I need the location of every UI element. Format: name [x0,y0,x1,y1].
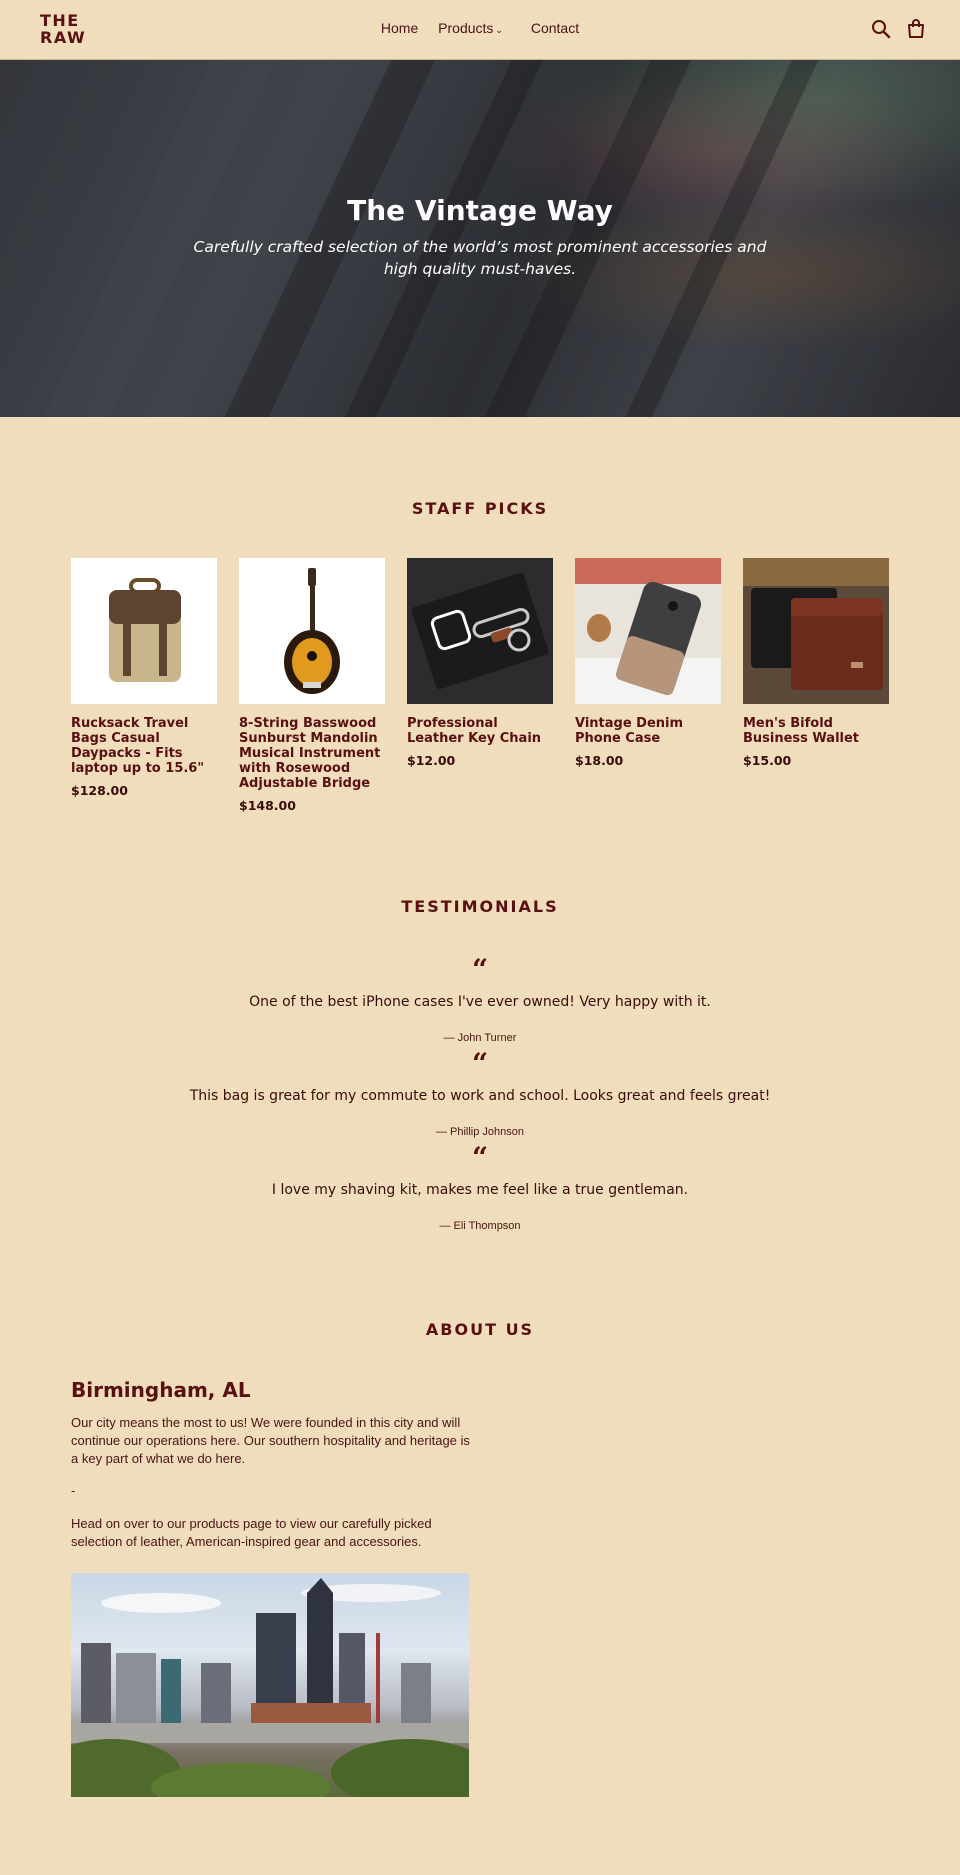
about-heading: ABOUT US [425,1320,535,1339]
hero-subtitle: Carefully crafted selection of the world’s most prominent accessories and high quality must-haves. [193,238,767,278]
nav-contact[interactable]: Contact [530,20,580,36]
product-image-phone-case[interactable] [575,558,721,704]
logo[interactable]: THE RAW [40,11,87,47]
main-nav [0,20,960,36]
quote-icon: “ [471,1141,489,1174]
product-card[interactable] [239,558,385,813]
quote-icon: “ [471,1047,489,1080]
nav-products-label: Products [438,20,494,36]
product-title[interactable]: 8-String Basswood Sunburst Mandolin Musical Instrument with Rosewood Adjustable Bridge [239,716,381,791]
product-image-backpack[interactable] [71,558,217,704]
product-image-wallet[interactable] [743,558,889,704]
site-header [0,0,960,60]
testimonial-text: This bag is great for my commute to work and school. Looks great and feels great! [189,1088,771,1104]
product-title[interactable]: Vintage Denim Phone Case [575,716,684,746]
quote-icon: “ [471,953,489,986]
about-paragraph: Our city means the most to us! We were founded in this city and will continue our operations here. Our southern hospitality and heritage is a key part of what we do here. [71,1415,470,1466]
nav-products[interactable] [438,20,511,36]
testimonial-text: I love my shaving kit, makes me feel like a true gentleman. [271,1182,689,1198]
product-price: $12.00 [407,753,456,768]
search-icon[interactable] [870,18,892,40]
staff-picks-heading: STAFF PICKS [411,499,549,518]
about-city-title: Birmingham, AL [71,1378,251,1402]
product-price: $128.00 [71,783,128,798]
product-price: $15.00 [743,753,792,768]
product-price: $148.00 [239,798,296,813]
testimonial [0,1047,960,1138]
product-title[interactable]: Men's Bifold Business Wallet [743,716,860,746]
hero-title: The Vintage Way [347,194,613,227]
product-title[interactable]: Rucksack Travel Bags Casual Daypacks - Fits laptop up to 15.6" [71,716,205,776]
hero-banner [0,60,960,417]
about-paragraph: Head on over to our products page to view our carefully picked selection of leather, American-inspired gear and accessories. [71,1516,432,1549]
product-card[interactable] [743,558,889,768]
testimonial [0,1141,960,1232]
testimonials-heading: TESTIMONIALS [401,897,559,916]
chevron-down-icon: ⌄ [495,25,503,35]
product-image-keychain[interactable] [407,558,553,704]
testimonial-author: — Eli Thompson [439,1220,521,1232]
product-price: $18.00 [575,753,624,768]
product-card[interactable] [71,558,217,798]
testimonial-author: — Phillip Johnson [435,1126,525,1138]
city-skyline-image [71,1573,469,1797]
product-image-mandolin[interactable] [239,558,385,704]
product-card[interactable] [575,558,721,768]
nav-home[interactable]: Home [380,20,419,36]
testimonial [0,953,960,1044]
cart-icon[interactable] [905,18,927,40]
product-card[interactable] [407,558,553,768]
product-title[interactable]: Professional Leather Key Chain [407,716,542,746]
about-separator: - [71,1483,76,1498]
testimonial-text: One of the best iPhone cases I've ever owned! Very happy with it. [249,994,711,1010]
testimonial-author: — John Turner [443,1032,517,1044]
